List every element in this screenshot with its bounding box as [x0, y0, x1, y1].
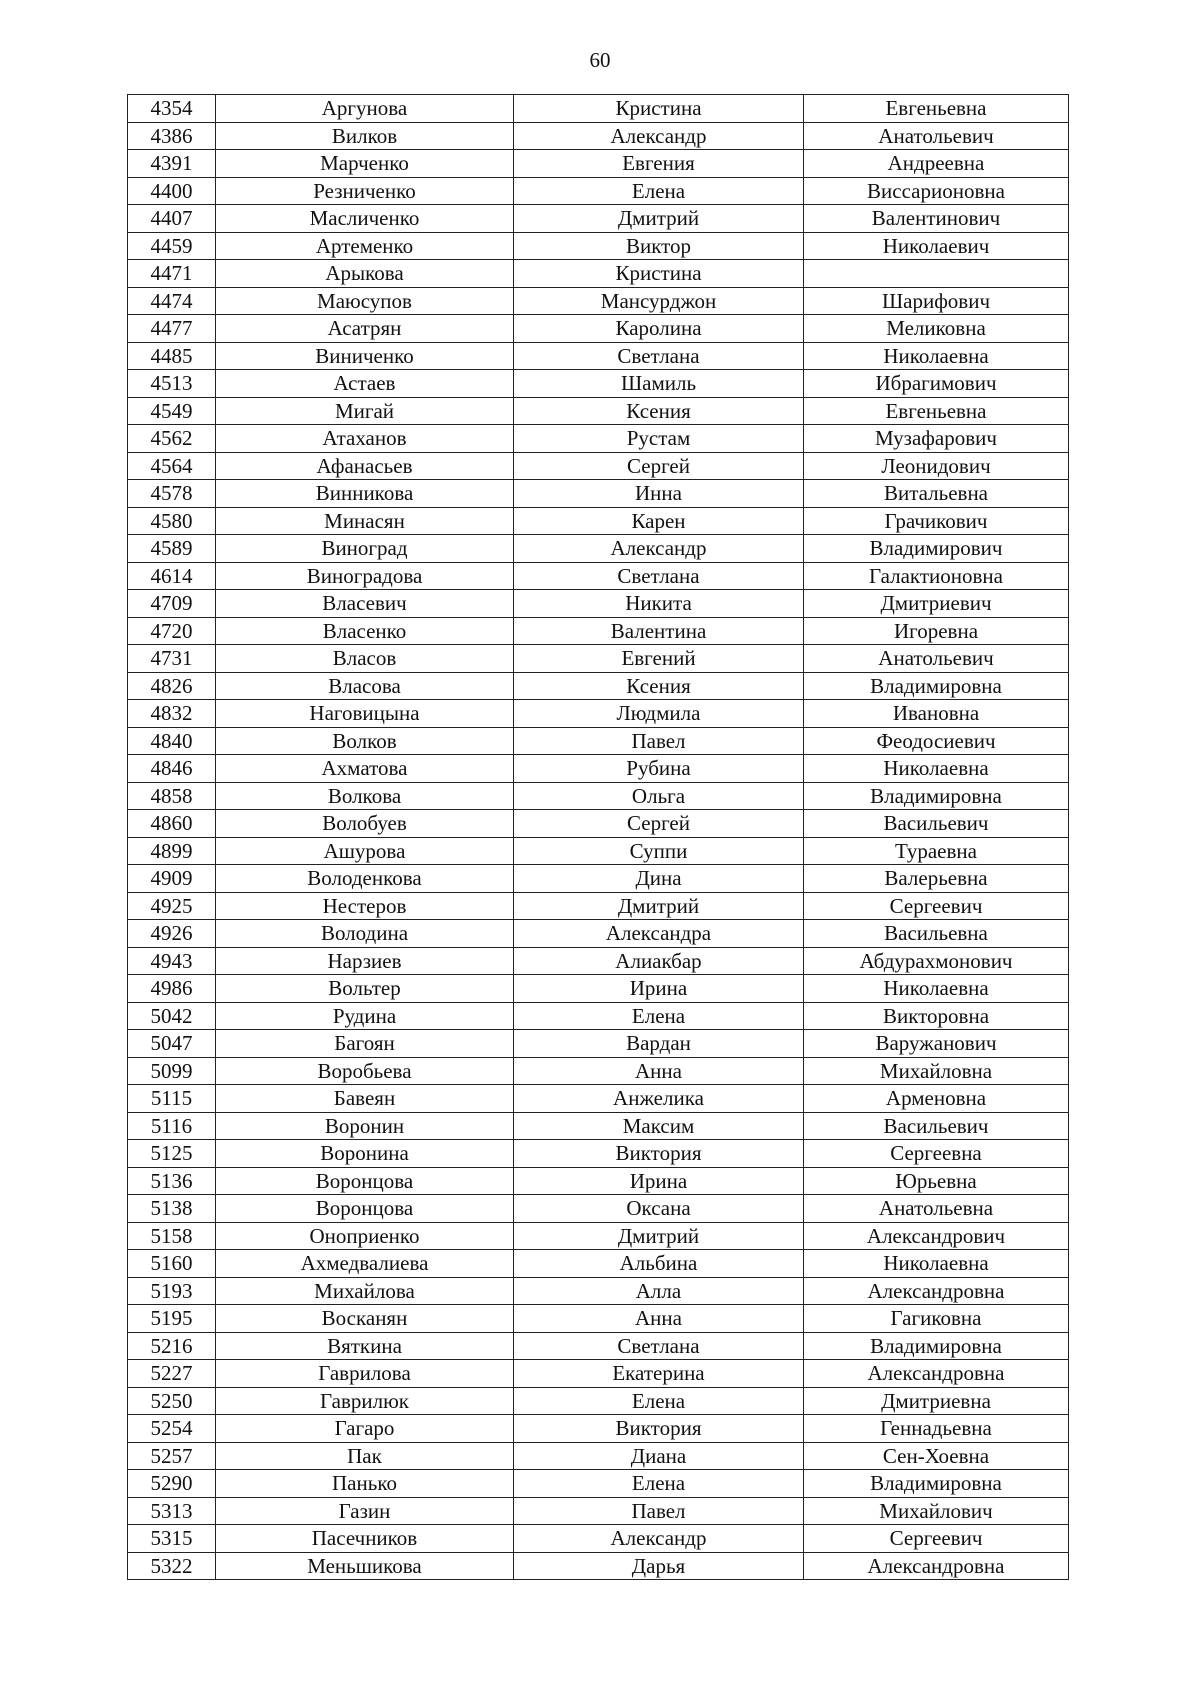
patronymic: Васильевна: [804, 920, 1069, 948]
first-name: Александр: [514, 535, 804, 563]
patronymic: Тураевна: [804, 837, 1069, 865]
last-name: Резниченко: [216, 177, 514, 205]
record-number: 4832: [128, 700, 216, 728]
table-row: [128, 1360, 1069, 1388]
record-number: 5254: [128, 1415, 216, 1443]
patronymic: Владимировна: [804, 1470, 1069, 1498]
record-number: 4840: [128, 727, 216, 755]
last-name: Володенкова: [216, 865, 514, 893]
first-name: Ксения: [514, 397, 804, 425]
last-name: Воронина: [216, 1140, 514, 1168]
first-name: Дмитрий: [514, 205, 804, 233]
registry-rows: [128, 95, 1069, 1580]
record-number: 4407: [128, 205, 216, 233]
last-name: Ахматова: [216, 755, 514, 783]
last-name: Вилков: [216, 122, 514, 150]
last-name: Масличенко: [216, 205, 514, 233]
record-number: 5313: [128, 1497, 216, 1525]
last-name: Рудина: [216, 1002, 514, 1030]
table-row: [128, 782, 1069, 810]
patronymic: Анатольевич: [804, 122, 1069, 150]
table-row: [128, 617, 1069, 645]
table-row: [128, 1085, 1069, 1113]
record-number: 5160: [128, 1250, 216, 1278]
patronymic: Владимировна: [804, 672, 1069, 700]
record-number: 4614: [128, 562, 216, 590]
first-name: Евгений: [514, 645, 804, 673]
first-name: Инна: [514, 480, 804, 508]
first-name: Елена: [514, 1387, 804, 1415]
first-name: Альбина: [514, 1250, 804, 1278]
first-name: Мансурджон: [514, 287, 804, 315]
table-row: [128, 920, 1069, 948]
patronymic: Евгеньевна: [804, 397, 1069, 425]
first-name: Карен: [514, 507, 804, 535]
table-row: [128, 370, 1069, 398]
patronymic: Ивановна: [804, 700, 1069, 728]
table-row: [128, 1525, 1069, 1553]
last-name: Маюсупов: [216, 287, 514, 315]
last-name: Афанасьев: [216, 452, 514, 480]
record-number: 5322: [128, 1552, 216, 1580]
last-name: Гаврилюк: [216, 1387, 514, 1415]
last-name: Винникова: [216, 480, 514, 508]
table-row: [128, 727, 1069, 755]
patronymic: Николаевна: [804, 755, 1069, 783]
table-row: [128, 810, 1069, 838]
record-number: 4899: [128, 837, 216, 865]
record-number: 5315: [128, 1525, 216, 1553]
table-row: [128, 1332, 1069, 1360]
record-number: 5116: [128, 1112, 216, 1140]
first-name: Виктория: [514, 1415, 804, 1443]
record-number: 5125: [128, 1140, 216, 1168]
record-number: 4386: [128, 122, 216, 150]
patronymic: [804, 260, 1069, 288]
first-name: Павел: [514, 727, 804, 755]
table-row: [128, 892, 1069, 920]
last-name: Газин: [216, 1497, 514, 1525]
first-name: Шамиль: [514, 370, 804, 398]
table-row: [128, 177, 1069, 205]
record-number: 5193: [128, 1277, 216, 1305]
table-row: [128, 562, 1069, 590]
record-number: 5042: [128, 1002, 216, 1030]
record-number: 5099: [128, 1057, 216, 1085]
patronymic: Дмитриевич: [804, 590, 1069, 618]
first-name: Александра: [514, 920, 804, 948]
last-name: Воробьева: [216, 1057, 514, 1085]
first-name: Алла: [514, 1277, 804, 1305]
first-name: Дина: [514, 865, 804, 893]
last-name: Власов: [216, 645, 514, 673]
patronymic: Галактионовна: [804, 562, 1069, 590]
table-row: [128, 535, 1069, 563]
record-number: 4986: [128, 975, 216, 1003]
table-row: [128, 1552, 1069, 1580]
patronymic: Михайлович: [804, 1497, 1069, 1525]
first-name: Елена: [514, 177, 804, 205]
record-number: 4485: [128, 342, 216, 370]
last-name: Наговицына: [216, 700, 514, 728]
patronymic: Владимировна: [804, 1332, 1069, 1360]
table-row: [128, 397, 1069, 425]
first-name: Максим: [514, 1112, 804, 1140]
table-row: [128, 1140, 1069, 1168]
record-number: 5250: [128, 1387, 216, 1415]
record-number: 4354: [128, 95, 216, 123]
last-name: Гагаро: [216, 1415, 514, 1443]
first-name: Людмила: [514, 700, 804, 728]
patronymic: Геннадьевна: [804, 1415, 1069, 1443]
table-row: [128, 1030, 1069, 1058]
table-row: [128, 480, 1069, 508]
first-name: Светлана: [514, 342, 804, 370]
last-name: Пасечников: [216, 1525, 514, 1553]
patronymic: Николаевна: [804, 1250, 1069, 1278]
first-name: Ксения: [514, 672, 804, 700]
first-name: Дарья: [514, 1552, 804, 1580]
last-name: Арыкова: [216, 260, 514, 288]
record-number: 4860: [128, 810, 216, 838]
first-name: Алиакбар: [514, 947, 804, 975]
last-name: Вольтер: [216, 975, 514, 1003]
last-name: Власенко: [216, 617, 514, 645]
patronymic: Андреевна: [804, 150, 1069, 178]
patronymic: Сергеевна: [804, 1140, 1069, 1168]
table-row: [128, 260, 1069, 288]
first-name: Светлана: [514, 1332, 804, 1360]
last-name: Ашурова: [216, 837, 514, 865]
first-name: Ирина: [514, 975, 804, 1003]
first-name: Светлана: [514, 562, 804, 590]
last-name: Гаврилова: [216, 1360, 514, 1388]
last-name: Виноградова: [216, 562, 514, 590]
first-name: Дмитрий: [514, 1222, 804, 1250]
record-number: 4580: [128, 507, 216, 535]
patronymic: Шарифович: [804, 287, 1069, 315]
last-name: Воронцова: [216, 1167, 514, 1195]
record-number: 5136: [128, 1167, 216, 1195]
table-row: [128, 645, 1069, 673]
patronymic: Сергеевич: [804, 1525, 1069, 1553]
last-name: Атаханов: [216, 425, 514, 453]
last-name: Волков: [216, 727, 514, 755]
last-name: Воронин: [216, 1112, 514, 1140]
registry-table: [127, 94, 1069, 1580]
record-number: 4846: [128, 755, 216, 783]
patronymic: Александрович: [804, 1222, 1069, 1250]
last-name: Виноград: [216, 535, 514, 563]
record-number: 4474: [128, 287, 216, 315]
record-number: 4589: [128, 535, 216, 563]
patronymic: Ибрагимович: [804, 370, 1069, 398]
record-number: 4477: [128, 315, 216, 343]
patronymic: Музафарович: [804, 425, 1069, 453]
patronymic: Абдурахмонович: [804, 947, 1069, 975]
table-row: [128, 1442, 1069, 1470]
last-name: Астаев: [216, 370, 514, 398]
record-number: 4826: [128, 672, 216, 700]
patronymic: Юрьевна: [804, 1167, 1069, 1195]
last-name: Воронцова: [216, 1195, 514, 1223]
record-number: 4720: [128, 617, 216, 645]
table-row: [128, 975, 1069, 1003]
patronymic: Васильевич: [804, 1112, 1069, 1140]
patronymic: Игоревна: [804, 617, 1069, 645]
patronymic: Дмитриевна: [804, 1387, 1069, 1415]
record-number: 4459: [128, 232, 216, 260]
last-name: Панько: [216, 1470, 514, 1498]
last-name: Нестеров: [216, 892, 514, 920]
last-name: Восканян: [216, 1305, 514, 1333]
table-row: [128, 342, 1069, 370]
last-name: Пак: [216, 1442, 514, 1470]
table-row: [128, 1057, 1069, 1085]
table-row: [128, 1387, 1069, 1415]
first-name: Никита: [514, 590, 804, 618]
table-row: [128, 865, 1069, 893]
last-name: Асатрян: [216, 315, 514, 343]
record-number: 4578: [128, 480, 216, 508]
table-row: [128, 1222, 1069, 1250]
patronymic: Михайловна: [804, 1057, 1069, 1085]
patronymic: Леонидович: [804, 452, 1069, 480]
last-name: Володина: [216, 920, 514, 948]
table-row: [128, 590, 1069, 618]
patronymic: Гагиковна: [804, 1305, 1069, 1333]
record-number: 4562: [128, 425, 216, 453]
first-name: Александр: [514, 122, 804, 150]
last-name: Виниченко: [216, 342, 514, 370]
table-row: [128, 1497, 1069, 1525]
patronymic: Валерьевна: [804, 865, 1069, 893]
first-name: Кристина: [514, 95, 804, 123]
first-name: Рубина: [514, 755, 804, 783]
table-row: [128, 232, 1069, 260]
table-row: [128, 95, 1069, 123]
last-name: Артеменко: [216, 232, 514, 260]
record-number: 5138: [128, 1195, 216, 1223]
table-row: [128, 1470, 1069, 1498]
table-row: [128, 287, 1069, 315]
record-number: 4731: [128, 645, 216, 673]
table-row: [128, 755, 1069, 783]
table-row: [128, 205, 1069, 233]
last-name: Оноприенко: [216, 1222, 514, 1250]
last-name: Михайлова: [216, 1277, 514, 1305]
patronymic: Виссарионовна: [804, 177, 1069, 205]
last-name: Вяткина: [216, 1332, 514, 1360]
record-number: 4400: [128, 177, 216, 205]
first-name: Екатерина: [514, 1360, 804, 1388]
table-row: [128, 315, 1069, 343]
table-row: [128, 1167, 1069, 1195]
first-name: Евгения: [514, 150, 804, 178]
first-name: Сергей: [514, 810, 804, 838]
first-name: Павел: [514, 1497, 804, 1525]
record-number: 5227: [128, 1360, 216, 1388]
first-name: Ольга: [514, 782, 804, 810]
table-row: [128, 1415, 1069, 1443]
first-name: Диана: [514, 1442, 804, 1470]
last-name: Ахмедвалиева: [216, 1250, 514, 1278]
last-name: Бавеян: [216, 1085, 514, 1113]
record-number: 5115: [128, 1085, 216, 1113]
first-name: Оксана: [514, 1195, 804, 1223]
first-name: Ирина: [514, 1167, 804, 1195]
last-name: Власова: [216, 672, 514, 700]
table-row: [128, 1305, 1069, 1333]
patronymic: Александровна: [804, 1360, 1069, 1388]
first-name: Александр: [514, 1525, 804, 1553]
record-number: 5257: [128, 1442, 216, 1470]
table-row: [128, 672, 1069, 700]
table-row: [128, 1277, 1069, 1305]
first-name: Вардан: [514, 1030, 804, 1058]
record-number: 4471: [128, 260, 216, 288]
record-number: 4564: [128, 452, 216, 480]
patronymic: Николаевна: [804, 342, 1069, 370]
first-name: Суппи: [514, 837, 804, 865]
last-name: Мигай: [216, 397, 514, 425]
table-row: [128, 122, 1069, 150]
record-number: 4943: [128, 947, 216, 975]
patronymic: Анатольевич: [804, 645, 1069, 673]
patronymic: Александровна: [804, 1552, 1069, 1580]
patronymic: Арменовна: [804, 1085, 1069, 1113]
table-row: [128, 425, 1069, 453]
patronymic: Варужанович: [804, 1030, 1069, 1058]
first-name: Кристина: [514, 260, 804, 288]
first-name: Анна: [514, 1057, 804, 1085]
first-name: Анна: [514, 1305, 804, 1333]
first-name: Анжелика: [514, 1085, 804, 1113]
record-number: 4549: [128, 397, 216, 425]
table-row: [128, 1002, 1069, 1030]
patronymic: Николаевна: [804, 975, 1069, 1003]
last-name: Волкова: [216, 782, 514, 810]
record-number: 4926: [128, 920, 216, 948]
table-row: [128, 150, 1069, 178]
record-number: 5216: [128, 1332, 216, 1360]
first-name: Рустам: [514, 425, 804, 453]
patronymic: Сергеевич: [804, 892, 1069, 920]
patronymic: Васильевич: [804, 810, 1069, 838]
patronymic: Александровна: [804, 1277, 1069, 1305]
last-name: Аргунова: [216, 95, 514, 123]
table-row: [128, 507, 1069, 535]
record-number: 4858: [128, 782, 216, 810]
patronymic: Меликовна: [804, 315, 1069, 343]
first-name: Сергей: [514, 452, 804, 480]
table-row: [128, 1250, 1069, 1278]
first-name: Дмитрий: [514, 892, 804, 920]
patronymic: Владимирович: [804, 535, 1069, 563]
first-name: Елена: [514, 1002, 804, 1030]
first-name: Виктория: [514, 1140, 804, 1168]
record-number: 5047: [128, 1030, 216, 1058]
table-row: [128, 1195, 1069, 1223]
patronymic: Николаевич: [804, 232, 1069, 260]
last-name: Марченко: [216, 150, 514, 178]
last-name: Власевич: [216, 590, 514, 618]
patronymic: Сен-Хоевна: [804, 1442, 1069, 1470]
table-row: [128, 452, 1069, 480]
patronymic: Викторовна: [804, 1002, 1069, 1030]
first-name: Виктор: [514, 232, 804, 260]
patronymic: Анатольевна: [804, 1195, 1069, 1223]
last-name: Меньшикова: [216, 1552, 514, 1580]
record-number: 4513: [128, 370, 216, 398]
record-number: 4909: [128, 865, 216, 893]
first-name: Каролина: [514, 315, 804, 343]
patronymic: Валентинович: [804, 205, 1069, 233]
last-name: Нарзиев: [216, 947, 514, 975]
last-name: Волобуев: [216, 810, 514, 838]
record-number: 4709: [128, 590, 216, 618]
patronymic: Витальевна: [804, 480, 1069, 508]
table-row: [128, 837, 1069, 865]
table-row: [128, 700, 1069, 728]
record-number: 5290: [128, 1470, 216, 1498]
record-number: 4925: [128, 892, 216, 920]
record-number: 5158: [128, 1222, 216, 1250]
first-name: Елена: [514, 1470, 804, 1498]
patronymic: Евгеньевна: [804, 95, 1069, 123]
first-name: Валентина: [514, 617, 804, 645]
last-name: Минасян: [216, 507, 514, 535]
table-row: [128, 1112, 1069, 1140]
record-number: 4391: [128, 150, 216, 178]
patronymic: Феодосиевич: [804, 727, 1069, 755]
patronymic: Грачикович: [804, 507, 1069, 535]
table-row: [128, 947, 1069, 975]
last-name: Багоян: [216, 1030, 514, 1058]
patronymic: Владимировна: [804, 782, 1069, 810]
page-number: 60: [589, 48, 611, 72]
record-number: 5195: [128, 1305, 216, 1333]
